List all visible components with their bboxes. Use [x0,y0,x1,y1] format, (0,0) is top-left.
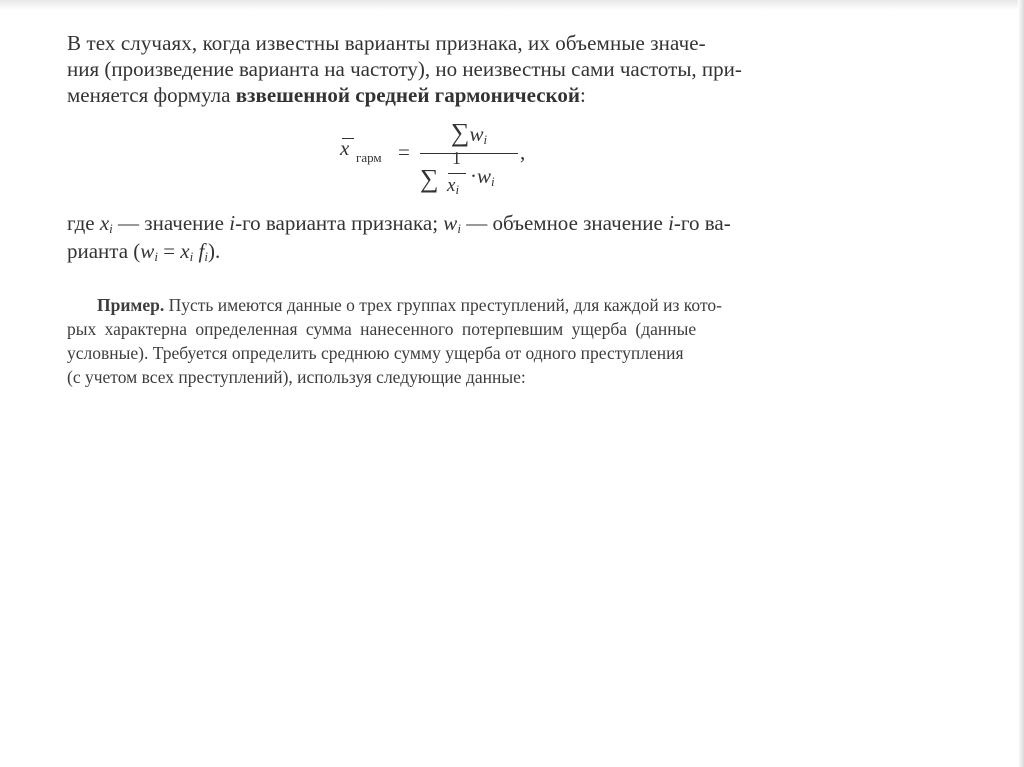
denominator-dot: · [470,164,477,188]
formula-numerator [426,118,512,148]
formula-lhs-sub: гарм [356,150,382,165]
formula-comma: , [520,140,526,164]
formula-lhs-var: x [340,136,350,160]
denominator-sigma: ∑ [420,164,439,193]
definition-line-2 [67,238,220,270]
def-text: — объемное значение [460,211,669,235]
denominator-x [447,175,459,198]
paragraph-line-3 [67,82,586,108]
paragraph-line-3-post: : [579,83,586,107]
def-text: ). [207,239,221,263]
denominator-w-sub: i [491,174,495,189]
denominator-x-sub: i [455,182,460,197]
def-f-sub: i [204,249,208,264]
denominator-dot-w [470,164,495,190]
denominator-one: 1 [452,148,461,168]
formula-fraction-bar [420,153,518,154]
numerator-sigma: ∑ [450,118,470,147]
numerator-w: w [469,122,484,146]
def-text: -го ва- [673,211,731,235]
denominator-inner-bar [448,173,466,174]
def-text: рианта ( [67,239,141,263]
example-line-1 [97,293,722,317]
paragraph-line-1: В тех случаях, когда известны варианты признака, их объемные значе- [67,31,706,55]
page-top-shadow [0,0,1024,10]
page-right-edge [1018,0,1024,767]
def-x-sub: i [189,249,194,264]
example-line-4: (с учетом всех преступлений), используя следующие данные: [67,367,526,387]
def-text: где [67,211,100,235]
denominator-w: w [477,164,492,188]
def-equals: = [157,239,181,263]
def-text: — значение [112,211,230,235]
denominator-x-var: x [447,175,456,196]
paragraph-line-3-pre: меняется формула [67,83,236,107]
def-i: i [229,211,236,235]
def-w: w [443,211,458,235]
def-text: -го варианта признака; [235,211,444,235]
example-label: Пример. [97,295,165,315]
def-x-sub: i [109,221,113,236]
example-line-2: рых характерна определенная сумма нанесенного потерпевшим ущерба (данные [67,319,697,339]
def-x: x [99,211,110,235]
example-line-3: условные). Требуется определить среднюю сумму ущерба от одного преступления [67,343,684,363]
numerator-w-sub: i [483,132,488,147]
paragraph-line-2: ния (произведение варианта на частоту), но неизвестны сами частоты, при- [67,57,742,81]
formula-overline [342,138,354,139]
def-w-sub: i [154,249,158,264]
def-i: i [668,211,674,235]
formula-equals: = [398,140,410,164]
def-w-sub: i [457,221,461,236]
formula-name-bold: взвешенной средней гармонической [235,83,580,107]
harmonic-mean-formula [340,118,540,208]
def-f: f [193,239,205,263]
def-w: w [140,239,155,263]
example-line-1-text: Пусть имеются данные о трех группах преступлений, для каждой из кото- [164,295,722,315]
def-x: x [180,239,190,263]
